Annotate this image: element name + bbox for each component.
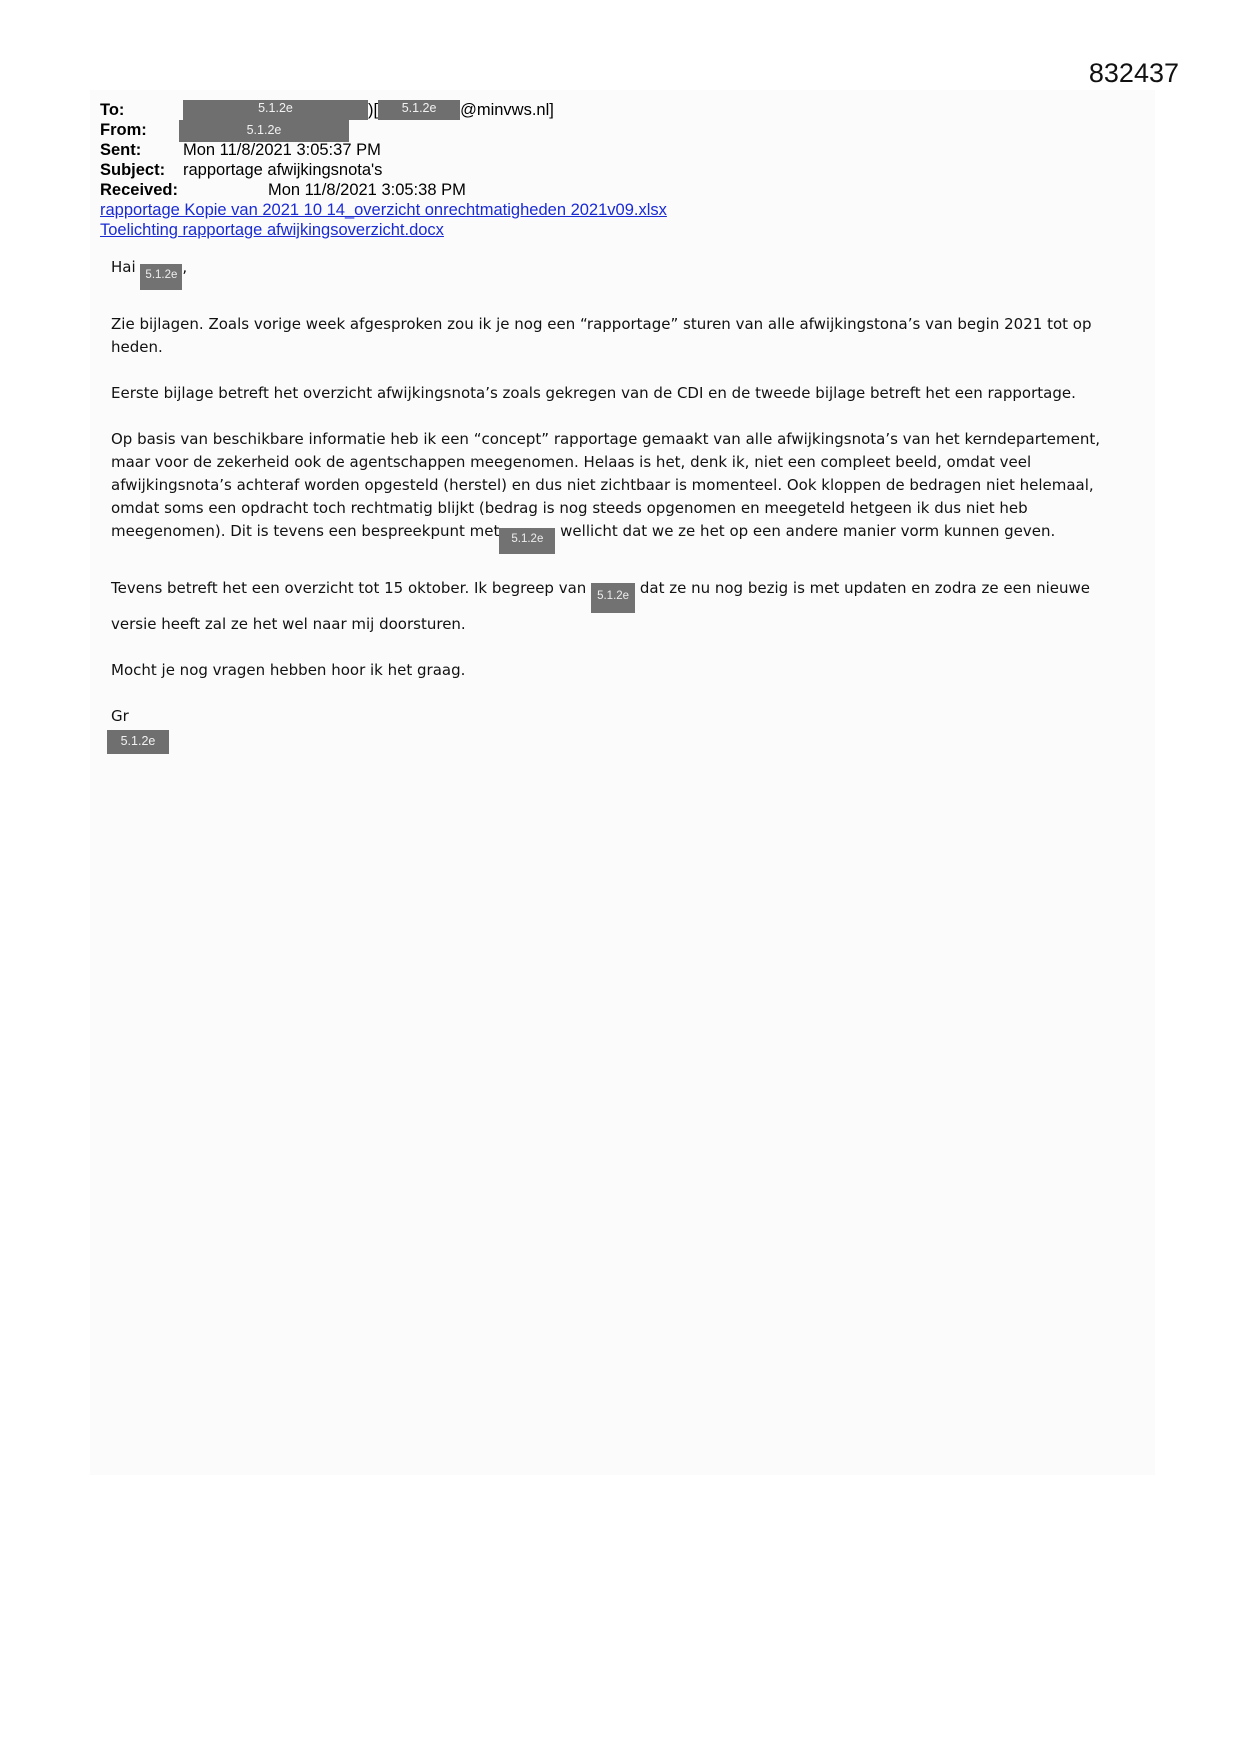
greeting-suffix: , (182, 258, 188, 276)
paragraph-3-text-a: Op basis van beschikbare informatie heb ik een “concept” rapportage gemaakt van alle afwijkingsnota’s van het kerndepartement, maar voor de zekerheid ook de agentschappen meegenomen. Helaas is het, denk ik, niet een compleet beeld, omdat veel afwijkingsnota’s achteraf worden opgesteld (herstel) en dus niet zichtbaar is momenteel. Ook kloppen de bedragen niet helemaal, omdat soms een opdracht toch rechtmatig blijkt (bedrag is nog steeds opgenomen en meegeteld hetgeen ik dus niet heb meegenomen). Dit is tevens een bespreekpunt met (111, 430, 1100, 540)
received-label: Received: (100, 181, 178, 199)
signature (107, 730, 1131, 754)
attachment-link-xlsx[interactable]: rapportage Kopie van 2021 10 14_overzicht onrechtmatigheden 2021v09.xlsx (100, 201, 667, 219)
received-value: Mon 11/8/2021 3:05:38 PM (268, 181, 466, 199)
from-row (100, 120, 1100, 140)
document-number: 832437 (1088, 58, 1179, 88)
subject-row (100, 160, 1100, 180)
redaction-box: 5.1.2e (591, 583, 635, 613)
redaction-box: 5.1.2e (107, 730, 169, 754)
sent-row (100, 140, 1100, 160)
sent-label: Sent: (100, 141, 142, 159)
attachment-link-docx[interactable]: Toelichting rapportage afwijkingsoverzicht.docx (100, 221, 444, 239)
to-separator: )[ (368, 101, 379, 119)
email-header (100, 100, 1100, 240)
sent-value: Mon 11/8/2021 3:05:37 PM (183, 141, 381, 159)
to-value (183, 100, 554, 120)
closing: Gr (111, 707, 129, 725)
redaction-box: 5.1.2e (179, 120, 349, 142)
to-domain: @minvws.nl] (460, 101, 554, 119)
redaction-box: 5.1.2e (499, 528, 555, 554)
paragraph-4-text-a: Tevens betreft het een overzicht tot 15 oktober. Ik begreep van (111, 579, 587, 597)
paragraph-5: Mocht je nog vragen hebben hoor ik het graag. (111, 661, 466, 679)
paragraph-1: Zie bijlagen. Zoals vorige week afgesproken zou ik je nog een “rapportage” sturen van alle afwijkingstona’s van begin 2021 tot op heden. (111, 315, 1092, 356)
subject-value: rapportage afwijkingsnota's (183, 161, 383, 179)
paragraph-2: Eerste bijlage betreft het overzicht afwijkingsnota’s zoals gekregen van de CDI en de tweede bijlage betreft het een rapportage. (111, 384, 1076, 402)
paragraph-3-text-b: wellicht dat we ze het op een andere manier vorm kunnen geven. (560, 522, 1056, 540)
received-row (100, 180, 1100, 200)
paragraph-3 (111, 428, 1131, 554)
greeting (111, 256, 1131, 290)
redaction-box: 5.1.2e (183, 100, 368, 120)
greeting-text: Hai (111, 258, 136, 276)
paragraph-4-text-b: dat ze nu nog bezig is met updaten en zodra ze een nieuwe versie heeft zal ze het wel naar mij doorsturen. (111, 579, 1091, 633)
to-label: To: (100, 101, 125, 119)
to-row (100, 100, 1100, 120)
subject-label: Subject: (100, 161, 166, 179)
email-body (111, 256, 1131, 754)
paragraph-4 (111, 577, 1131, 636)
from-value (179, 120, 349, 142)
from-label: From: (100, 121, 147, 139)
redaction-box: 5.1.2e (378, 100, 460, 120)
redaction-box: 5.1.2e (140, 264, 182, 290)
